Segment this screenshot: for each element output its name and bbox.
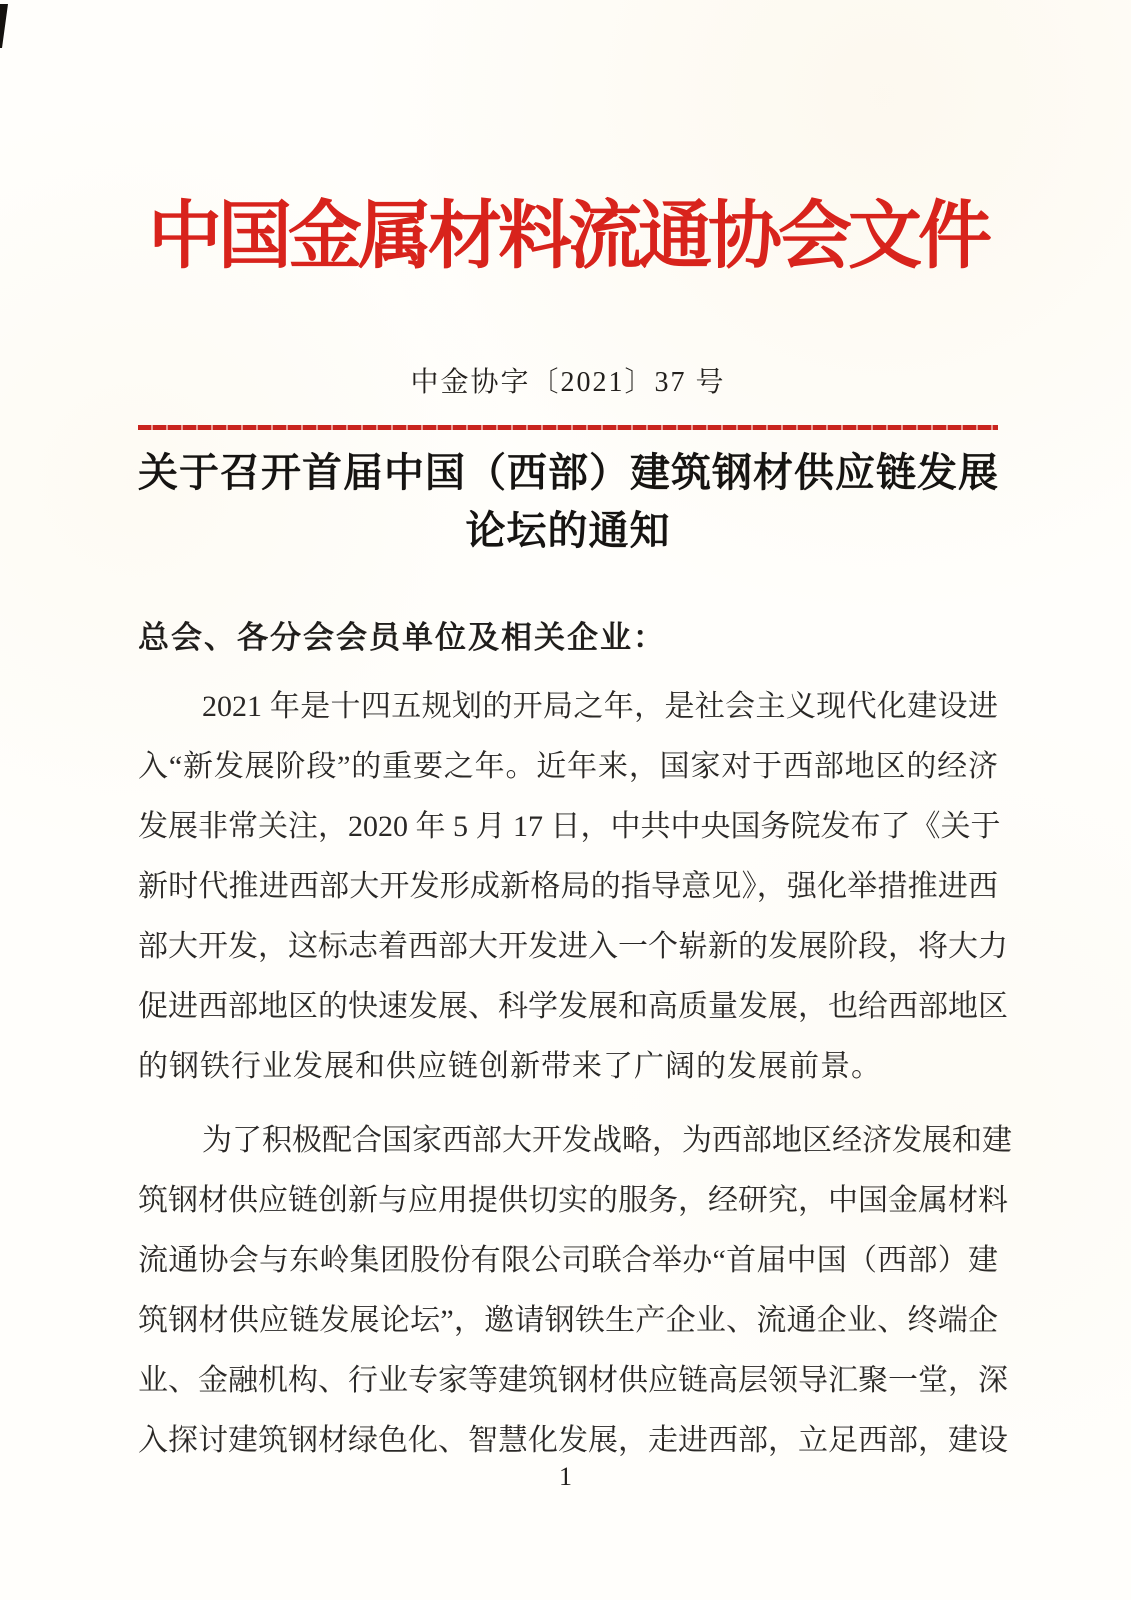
body-paragraph bbox=[138, 677, 1008, 1097]
body-line: 筑钢材供应链发展论坛”，邀请钢铁生产企业、流通企业、终端企 bbox=[138, 1304, 998, 1337]
document-number: 中金协字〔2021〕37 号 bbox=[410, 367, 726, 398]
document-title bbox=[138, 444, 998, 560]
body-line: 2021 年是十四五规划的开局之年，是社会主义现代化建设进 bbox=[202, 690, 998, 723]
body-line: 新时代推进西部大开发形成新格局的指导意见》，强化举措推进西 bbox=[138, 870, 998, 903]
scan-artifact-mark bbox=[0, 4, 8, 48]
document-title-line-1: 关于召开首届中国（西部）建筑钢材供应链发展 bbox=[138, 450, 999, 495]
body-paragraph bbox=[138, 1111, 1012, 1471]
body-paragraphs bbox=[138, 677, 1012, 1471]
body-line: 流通协会与东岭集团股份有限公司联合举办“首届中国（西部）建 bbox=[138, 1244, 998, 1277]
body-line: 部大开发，这标志着西部大开发进入一个崭新的发展阶段，将大力 bbox=[138, 930, 1008, 963]
body-line: 的钢铁行业发展和供应链创新带来了广阔的发展前景。 bbox=[138, 1050, 882, 1083]
red-separator-line bbox=[138, 425, 998, 430]
body-line: 为了积极配合国家西部大开发战略，为西部地区经济发展和建 bbox=[202, 1124, 1012, 1157]
body-line: 筑钢材供应链创新与应用提供切实的服务，经研究，中国金属材料 bbox=[138, 1184, 1008, 1217]
body-line: 发展非常关注，2020 年 5 月 17 日，中共中央国务院发布了《关于 bbox=[138, 810, 1001, 843]
document-content bbox=[138, 0, 1012, 1471]
document-title-line-2: 论坛的通知 bbox=[465, 508, 671, 553]
salutation-line: 总会、各分会会员单位及相关企业： bbox=[138, 620, 666, 655]
body-line: 业、金融机构、行业专家等建筑钢材供应链高层领导汇聚一堂，深 bbox=[138, 1364, 1008, 1397]
body-line: 促进西部地区的快速发展、科学发展和高质量发展，也给西部地区 bbox=[138, 990, 1008, 1023]
letterhead-title: 中国金属材料流通协会文件 bbox=[148, 196, 988, 278]
body-line: 入探讨建筑钢材绿色化、智慧化发展，走进西部，立足西部，建设 bbox=[138, 1424, 1008, 1457]
body-line: 入“新发展阶段”的重要之年。近年来，国家对于西部地区的经济 bbox=[138, 750, 998, 783]
page-number: 1 bbox=[559, 1462, 572, 1491]
